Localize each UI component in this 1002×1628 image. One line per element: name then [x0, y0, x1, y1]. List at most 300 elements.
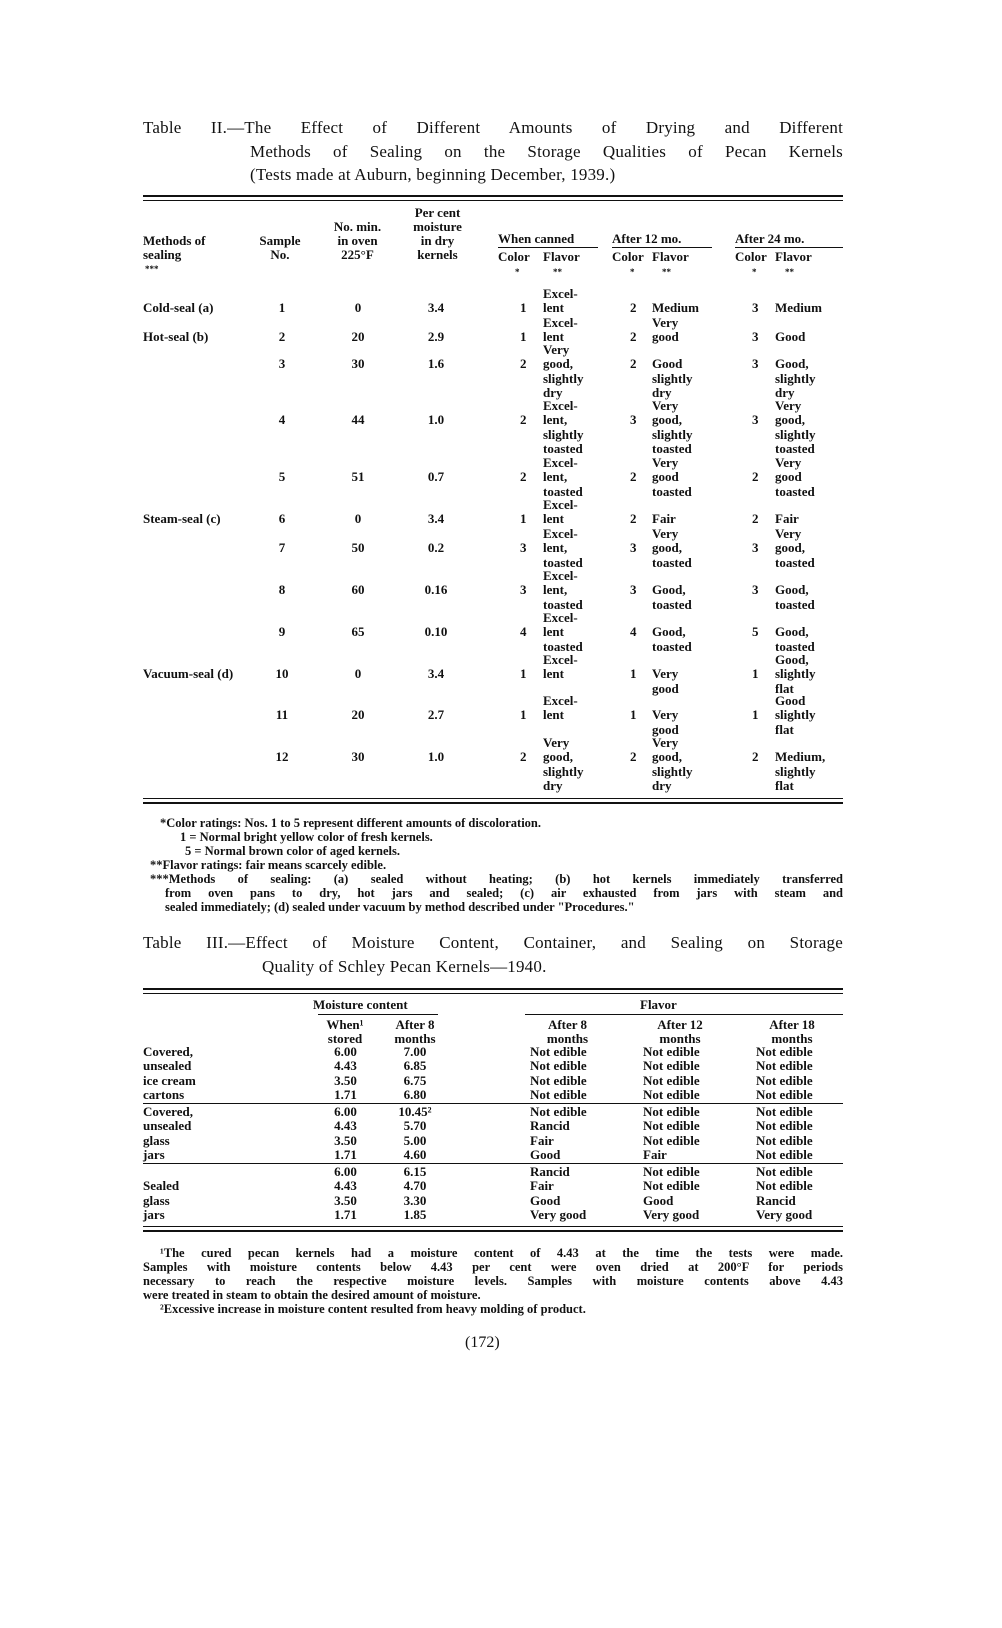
after-8-flavor-cell: Fair	[530, 1178, 554, 1194]
header-flavor: Flavor	[543, 249, 580, 264]
minutes-cell: 60	[351, 582, 365, 597]
a12-flavor-line: Fair	[652, 511, 676, 526]
after-12-flavor-cell: Not edible	[643, 1072, 700, 1088]
header-flavor-mark: **	[553, 267, 562, 277]
after-8-moisture-cell: 3.30	[403, 1192, 427, 1208]
wc-flavor-line: toasted	[543, 483, 583, 499]
table2-footnote: from oven pans to dry, hot jars and sealed; (c) air exhausted from jars with steam and	[165, 886, 843, 900]
table3-top-rule	[143, 988, 843, 990]
header-underline	[612, 247, 712, 248]
wc-color-cell: 1	[520, 300, 527, 315]
after-12-flavor-cell: Not edible	[643, 1044, 700, 1059]
a12-flavor-line: Good,	[652, 624, 686, 639]
after-8-moisture-cell: 6.15	[403, 1164, 427, 1179]
a24-flavor-line: Fair	[775, 511, 799, 526]
after-8-moisture-cell: 4.70	[403, 1178, 427, 1194]
sample-cell: 1	[278, 300, 286, 315]
moisture-cell: 0.7	[427, 469, 445, 484]
a12-flavor-line: good	[652, 721, 679, 737]
header-text: moisture	[413, 219, 462, 234]
after-8-flavor-cell: Not edible	[530, 1058, 587, 1074]
table2-footnote: 5 = Normal brown color of aged kernels.	[185, 844, 400, 858]
wc-flavor-line: lent,	[543, 582, 568, 597]
header-minutes	[320, 220, 395, 262]
after-8-flavor-cell: Rancid	[530, 1164, 570, 1179]
after-8-flavor-cell: Rancid	[530, 1118, 570, 1134]
header-flavor: Flavor	[775, 249, 812, 264]
header-underline	[498, 247, 598, 248]
after-8-moisture-cell: 7.00	[403, 1044, 427, 1059]
after-8-flavor-cell: Not edible	[530, 1086, 587, 1102]
a12-flavor-line: good,	[652, 412, 682, 427]
wc-flavor-line: lent	[543, 511, 564, 526]
table3-footnote: were treated in steam to obtain the desired amount of moisture.	[143, 1288, 481, 1302]
a12-flavor-line: Very	[652, 397, 679, 413]
sample-cell: 6	[278, 511, 286, 526]
header-text: kernels	[417, 247, 458, 262]
after-18-flavor-cell: Not edible	[756, 1104, 813, 1119]
wc-flavor-line: Excel-	[543, 525, 578, 541]
a24-flavor-line: flat	[775, 680, 794, 696]
a24-flavor-line: toasted	[775, 441, 815, 456]
a24-flavor-line: Very	[775, 397, 802, 413]
a12-color-cell: 3	[630, 412, 637, 427]
a12-flavor-line: toasted	[652, 441, 692, 456]
wc-flavor-line: lent	[543, 329, 564, 344]
table2-footnote: 1 = Normal bright yellow color of fresh kernels.	[180, 830, 433, 844]
table2-footnote: ***Methods of sealing: (a) sealed without heating; (b) hot kernels immediately transferred	[150, 872, 843, 886]
moisture-cell: 0.2	[427, 540, 445, 555]
a12-flavor-line: slightly	[652, 370, 693, 386]
header-moisture-content: Moisture content	[313, 997, 408, 1012]
a24-color-cell: 5	[752, 624, 759, 639]
wc-flavor-line: Excel-	[543, 314, 578, 330]
minutes-cell: 50	[351, 540, 365, 555]
page-number: (172)	[465, 1334, 500, 1351]
header-text: No.	[270, 247, 290, 262]
a24-flavor-line: Good,	[775, 624, 809, 639]
header-flavor: Flavor	[652, 249, 689, 264]
table2-footnote: **Flavor ratings: fair means scarcely edible.	[150, 858, 387, 872]
after-18-flavor-cell: Not edible	[756, 1118, 813, 1134]
wc-color-cell: 3	[520, 540, 527, 555]
wc-flavor-line: dry	[543, 385, 563, 400]
after-18-flavor-cell: Not edible	[756, 1044, 813, 1059]
a12-flavor-line: Very	[652, 734, 679, 750]
row-group-label: unsealed	[143, 1058, 192, 1074]
wc-flavor-line: good,	[543, 356, 573, 371]
after-18-flavor-cell: Not edible	[756, 1086, 813, 1102]
when-stored-cell: 1.71	[334, 1206, 357, 1222]
after-12-flavor-cell: Not edible	[643, 1118, 700, 1134]
after-12-flavor-cell: Very good	[643, 1206, 700, 1222]
a12-flavor-line: slightly	[652, 763, 693, 779]
row-group-label: ice cream	[143, 1072, 196, 1088]
a12-flavor-line: good	[652, 469, 679, 484]
header-after-12	[640, 1018, 720, 1046]
table3-title-line-1: Table III.—Effect of Moisture Content, Container, and Sealing on Storage	[143, 933, 843, 952]
moisture-cell: 3.4	[427, 300, 445, 315]
method-cell: Vacuum-seal (d)	[143, 666, 234, 681]
a24-color-cell: 3	[752, 540, 759, 555]
row-group-label: Sealed	[143, 1178, 180, 1194]
a24-color-cell: 3	[752, 329, 759, 344]
a24-flavor-line: slightly	[775, 370, 816, 386]
wc-flavor-line: lent,	[543, 469, 568, 484]
sample-cell: 7	[278, 540, 286, 555]
header-text: months	[659, 1031, 701, 1046]
header-color: Color	[498, 249, 530, 264]
a12-flavor-line: good	[652, 329, 679, 344]
table3-footnote: necessary to reach the respective moisture levels. Samples with moisture contents above 4.43	[143, 1274, 843, 1288]
header-methods	[143, 234, 205, 276]
a24-color-cell: 1	[752, 666, 759, 681]
sample-cell: 12	[275, 749, 289, 764]
table3-title-line-2: Quality of Schley Pecan Kernels—1940.	[262, 957, 547, 976]
a12-color-cell: 3	[630, 582, 637, 597]
a24-flavor-line: Good,	[775, 356, 809, 371]
when-stored-cell: 4.43	[334, 1118, 357, 1134]
wc-color-cell: 2	[520, 749, 527, 764]
wc-flavor-line: Excel-	[543, 567, 578, 583]
group-divider	[143, 1103, 843, 1104]
a24-flavor-line: good	[775, 469, 802, 484]
header-after-8-moisture	[385, 1018, 445, 1046]
wc-flavor-line: slightly	[543, 763, 584, 779]
header-text: When¹	[326, 1017, 364, 1032]
a12-flavor-line: Medium	[652, 300, 699, 315]
wc-flavor-line: good,	[543, 749, 573, 764]
a12-color-cell: 2	[630, 511, 637, 526]
after-8-moisture-cell: 4.60	[403, 1146, 427, 1162]
after-8-flavor-cell: Not edible	[530, 1072, 587, 1088]
wc-flavor-line: lent	[543, 707, 564, 722]
a24-color-cell: 1	[752, 707, 759, 722]
a24-flavor-line: toasted	[775, 638, 815, 654]
a12-flavor-line: Good	[652, 356, 683, 371]
when-stored-cell: 3.50	[334, 1132, 357, 1148]
a12-flavor-line: toasted	[652, 596, 692, 612]
a12-flavor-line: toasted	[652, 638, 692, 654]
header-underline	[735, 247, 843, 248]
a12-flavor-line: toasted	[652, 483, 692, 499]
when-stored-cell: 4.43	[334, 1058, 357, 1074]
after-18-flavor-cell: Rancid	[756, 1192, 796, 1208]
table3-bottom-rule-2	[143, 1230, 843, 1232]
header-text: sealing	[143, 247, 182, 262]
a12-flavor-line: Very	[652, 454, 679, 470]
row-group-label: jars	[143, 1146, 165, 1162]
wc-flavor-line: toasted	[543, 441, 583, 456]
sample-cell: 8	[278, 582, 286, 597]
a24-flavor-line: toasted	[775, 554, 815, 570]
sample-cell: 5	[278, 469, 286, 484]
wc-color-cell: 2	[520, 412, 527, 427]
table2-bottom-rule-2	[143, 802, 843, 804]
a24-flavor-line: Very	[775, 454, 802, 470]
minutes-cell: 0	[354, 511, 362, 526]
moisture-cell: 2.7	[427, 707, 445, 722]
wc-color-cell: 4	[520, 624, 527, 639]
moisture-cell: 2.9	[427, 329, 445, 344]
after-8-flavor-cell: Good	[530, 1146, 561, 1162]
minutes-cell: 44	[351, 412, 365, 427]
header-when-canned: When canned	[498, 231, 575, 246]
after-18-flavor-cell: Not edible	[756, 1132, 813, 1148]
header-text: 225°F	[341, 247, 374, 262]
wc-flavor-line: Excel-	[543, 397, 578, 413]
sample-cell: 10	[275, 666, 289, 681]
header-text: in dry	[420, 233, 455, 248]
method-cell: Cold-seal (a)	[143, 300, 214, 315]
when-stored-cell: 6.00	[334, 1104, 357, 1119]
after-8-moisture-cell: 6.75	[403, 1072, 427, 1088]
wc-color-cell: 1	[520, 707, 527, 722]
a24-flavor-line: slightly	[775, 666, 816, 681]
row-group-label: Covered,	[143, 1044, 193, 1059]
a24-flavor-line: slightly	[775, 426, 816, 442]
wc-flavor-line: slightly	[543, 426, 584, 442]
table3-footnote: Samples with moisture contents below 4.43 per cent were oven dried at 200°F for periods	[143, 1260, 843, 1274]
wc-flavor-line: Very	[543, 341, 570, 357]
wc-color-cell: 3	[520, 582, 527, 597]
header-text: After 8	[395, 1017, 435, 1032]
moisture-cell: 3.4	[427, 511, 445, 526]
table2-bottom-rule	[143, 798, 843, 799]
wc-flavor-line: toasted	[543, 596, 583, 612]
a12-flavor-line: Very	[652, 314, 679, 330]
a24-color-cell: 3	[752, 300, 759, 315]
header-underline	[318, 1014, 438, 1015]
a12-flavor-line: Very	[652, 666, 679, 681]
a12-color-cell: 2	[630, 469, 637, 484]
a24-flavor-line: Good,	[775, 582, 809, 597]
when-stored-cell: 4.43	[334, 1178, 357, 1194]
when-stored-cell: 6.00	[334, 1164, 357, 1179]
wc-flavor-line: lent	[543, 300, 564, 315]
a24-flavor-line: Very	[775, 525, 802, 541]
after-12-flavor-cell: Not edible	[643, 1086, 700, 1102]
header-flavor-mark: **	[785, 267, 794, 277]
header-text: No. min.	[333, 219, 382, 234]
header-text: Methods of	[143, 233, 206, 248]
a12-color-cell: 2	[630, 329, 637, 344]
sample-cell: 11	[275, 707, 289, 722]
a24-color-cell: 2	[752, 469, 759, 484]
header-color: Color	[735, 249, 767, 264]
minutes-cell: 30	[351, 749, 365, 764]
after-12-flavor-cell: Fair	[643, 1146, 667, 1162]
a24-flavor-line: Medium	[775, 300, 822, 315]
method-cell: Steam-seal (c)	[143, 511, 221, 526]
header-moisture	[400, 206, 475, 262]
a24-flavor-line: toasted	[775, 596, 815, 612]
method-cell: Hot-seal (b)	[143, 329, 209, 344]
minutes-cell: 20	[351, 329, 365, 344]
after-18-flavor-cell: Not edible	[756, 1164, 813, 1179]
a24-flavor-line: flat	[775, 778, 794, 793]
header-underline	[525, 1014, 843, 1015]
a24-flavor-line: Good,	[775, 651, 809, 667]
a24-color-cell: 3	[752, 412, 759, 427]
a12-color-cell: 1	[630, 707, 637, 722]
header-text: Per cent	[414, 205, 461, 220]
wc-flavor-line: lent	[543, 624, 564, 639]
a12-color-cell: 1	[630, 666, 637, 681]
when-stored-cell: 1.71	[334, 1146, 357, 1162]
wc-color-cell: 2	[520, 469, 527, 484]
a12-flavor-line: good	[652, 680, 679, 696]
moisture-cell: 1.0	[427, 412, 445, 427]
moisture-cell: 1.6	[427, 356, 445, 371]
a12-flavor-line: good,	[652, 540, 682, 555]
header-text: months	[546, 1031, 589, 1046]
a12-flavor-line: dry	[652, 778, 672, 793]
after-8-flavor-cell: Fair	[530, 1132, 554, 1148]
after-8-moisture-cell: 1.85	[403, 1206, 427, 1222]
row-group-label: Covered,	[143, 1104, 193, 1119]
after-8-flavor-cell: Not edible	[530, 1104, 587, 1119]
minutes-cell: 0	[354, 300, 362, 315]
wc-color-cell: 2	[520, 356, 527, 371]
a24-flavor-line: Good	[775, 329, 806, 344]
header-text: months	[394, 1031, 436, 1046]
row-group-label: cartons	[143, 1086, 185, 1102]
after-8-moisture-cell: 6.80	[403, 1086, 427, 1102]
when-stored-cell: 6.00	[334, 1044, 357, 1059]
wc-flavor-line: toasted	[543, 554, 583, 570]
a24-flavor-line: good,	[775, 540, 805, 555]
table2-title-line-1: Table II.—The Effect of Different Amounts of Drying and Different	[143, 118, 843, 137]
a24-flavor-line: good,	[775, 412, 805, 427]
a12-flavor-line: Very	[652, 525, 679, 541]
table2-top-rule	[143, 195, 843, 197]
wc-flavor-line: slightly	[543, 370, 584, 386]
row-group-label: glass	[143, 1132, 170, 1148]
after-12-flavor-cell: Good	[643, 1192, 674, 1208]
table3-footnote: ²Excessive increase in moisture content resulted from heavy molding of product.	[160, 1302, 586, 1316]
moisture-cell: 3.4	[427, 666, 445, 681]
sample-cell: 4	[278, 412, 286, 427]
moisture-cell: 0.10	[424, 624, 448, 639]
after-18-flavor-cell: Very good	[756, 1206, 813, 1222]
wc-flavor-line: toasted	[543, 638, 583, 654]
table3-footnote: ¹The cured pecan kernels had a moisture content of 4.43 at the time the tests were made.	[160, 1246, 843, 1260]
table2-top-rule-2	[143, 200, 843, 201]
wc-flavor-line: dry	[543, 778, 563, 793]
minutes-cell: 30	[351, 356, 365, 371]
header-when-stored	[315, 1018, 375, 1046]
sample-cell: 3	[278, 356, 286, 371]
table2-footnote: *Color ratings: Nos. 1 to 5 represent different amounts of discoloration.	[160, 816, 541, 830]
header-after-18	[752, 1018, 832, 1046]
header-color-mark: *	[630, 267, 635, 277]
wc-flavor-line: Excel-	[543, 454, 578, 470]
minutes-cell: 51	[351, 469, 365, 484]
a24-flavor-line: toasted	[775, 483, 815, 499]
header-flavor-mark: **	[662, 267, 671, 277]
a24-color-cell: 3	[752, 356, 759, 371]
a12-flavor-line: toasted	[652, 554, 692, 570]
wc-flavor-line: lent,	[543, 412, 568, 427]
header-text: After 18	[769, 1017, 815, 1032]
after-12-flavor-cell: Not edible	[643, 1164, 700, 1179]
table2-title-line-3: (Tests made at Auburn, beginning December, 1939.)	[250, 165, 616, 184]
header-sample	[250, 234, 310, 262]
table3-bottom-rule	[143, 1226, 843, 1227]
wc-flavor-line: Excel-	[543, 496, 578, 512]
header-mark: ***	[145, 264, 159, 274]
after-8-moisture-cell: 10.45²	[398, 1104, 432, 1119]
minutes-cell: 0	[354, 666, 362, 681]
a24-flavor-line: Good	[775, 692, 806, 708]
after-8-flavor-cell: Not edible	[530, 1044, 587, 1059]
after-18-flavor-cell: Not edible	[756, 1058, 813, 1074]
after-18-flavor-cell: Not edible	[756, 1178, 813, 1194]
a24-color-cell: 2	[752, 749, 759, 764]
header-color: Color	[612, 249, 644, 264]
after-8-flavor-cell: Good	[530, 1192, 561, 1208]
after-12-flavor-cell: Not edible	[643, 1132, 700, 1148]
a12-flavor-line: dry	[652, 385, 672, 400]
after-8-moisture-cell: 5.00	[403, 1132, 427, 1148]
header-color-mark: *	[515, 267, 520, 277]
a24-flavor-line: dry	[775, 385, 795, 400]
a12-color-cell: 2	[630, 300, 637, 315]
after-8-moisture-cell: 5.70	[403, 1118, 427, 1134]
when-stored-cell: 1.71	[334, 1086, 357, 1102]
a24-flavor-line: flat	[775, 721, 794, 737]
header-flavor: Flavor	[640, 997, 677, 1012]
a12-color-cell: 4	[630, 624, 637, 639]
row-group-label: glass	[143, 1192, 170, 1208]
header-text: stored	[327, 1031, 363, 1046]
after-8-flavor-cell: Very good	[530, 1206, 587, 1222]
header-text: After 8	[547, 1017, 588, 1032]
after-18-flavor-cell: Not edible	[756, 1146, 813, 1162]
minutes-cell: 20	[351, 707, 365, 722]
wc-flavor-line: lent,	[543, 540, 568, 555]
header-after-24: After 24 mo.	[735, 231, 805, 246]
minutes-cell: 65	[351, 624, 365, 639]
row-group-label: jars	[143, 1206, 165, 1222]
wc-flavor-line: lent	[543, 666, 564, 681]
sample-cell: 9	[278, 624, 286, 639]
row-group-label: unsealed	[143, 1118, 192, 1134]
group-divider	[143, 1163, 843, 1164]
wc-flavor-line: Excel-	[543, 609, 578, 625]
wc-flavor-line: Excel-	[543, 692, 578, 708]
table2-title-line-2: Methods of Sealing on the Storage Qualities of Pecan Kernels	[250, 142, 843, 161]
after-12-flavor-cell: Not edible	[643, 1104, 700, 1119]
wc-flavor-line: Excel-	[543, 285, 578, 301]
a24-color-cell: 2	[752, 511, 759, 526]
wc-color-cell: 1	[520, 511, 527, 526]
a24-color-cell: 3	[752, 582, 759, 597]
after-12-flavor-cell: Not edible	[643, 1178, 700, 1194]
wc-color-cell: 1	[520, 329, 527, 344]
header-text: in oven	[337, 233, 378, 248]
a24-flavor-line: Medium,	[775, 749, 826, 764]
header-after-12: After 12 mo.	[612, 231, 682, 246]
when-stored-cell: 3.50	[334, 1192, 357, 1208]
table3-top-rule-2	[143, 993, 843, 994]
when-stored-cell: 3.50	[334, 1072, 357, 1088]
wc-color-cell: 1	[520, 666, 527, 681]
a12-color-cell: 2	[630, 356, 637, 371]
moisture-cell: 1.0	[427, 749, 445, 764]
after-18-flavor-cell: Not edible	[756, 1072, 813, 1088]
